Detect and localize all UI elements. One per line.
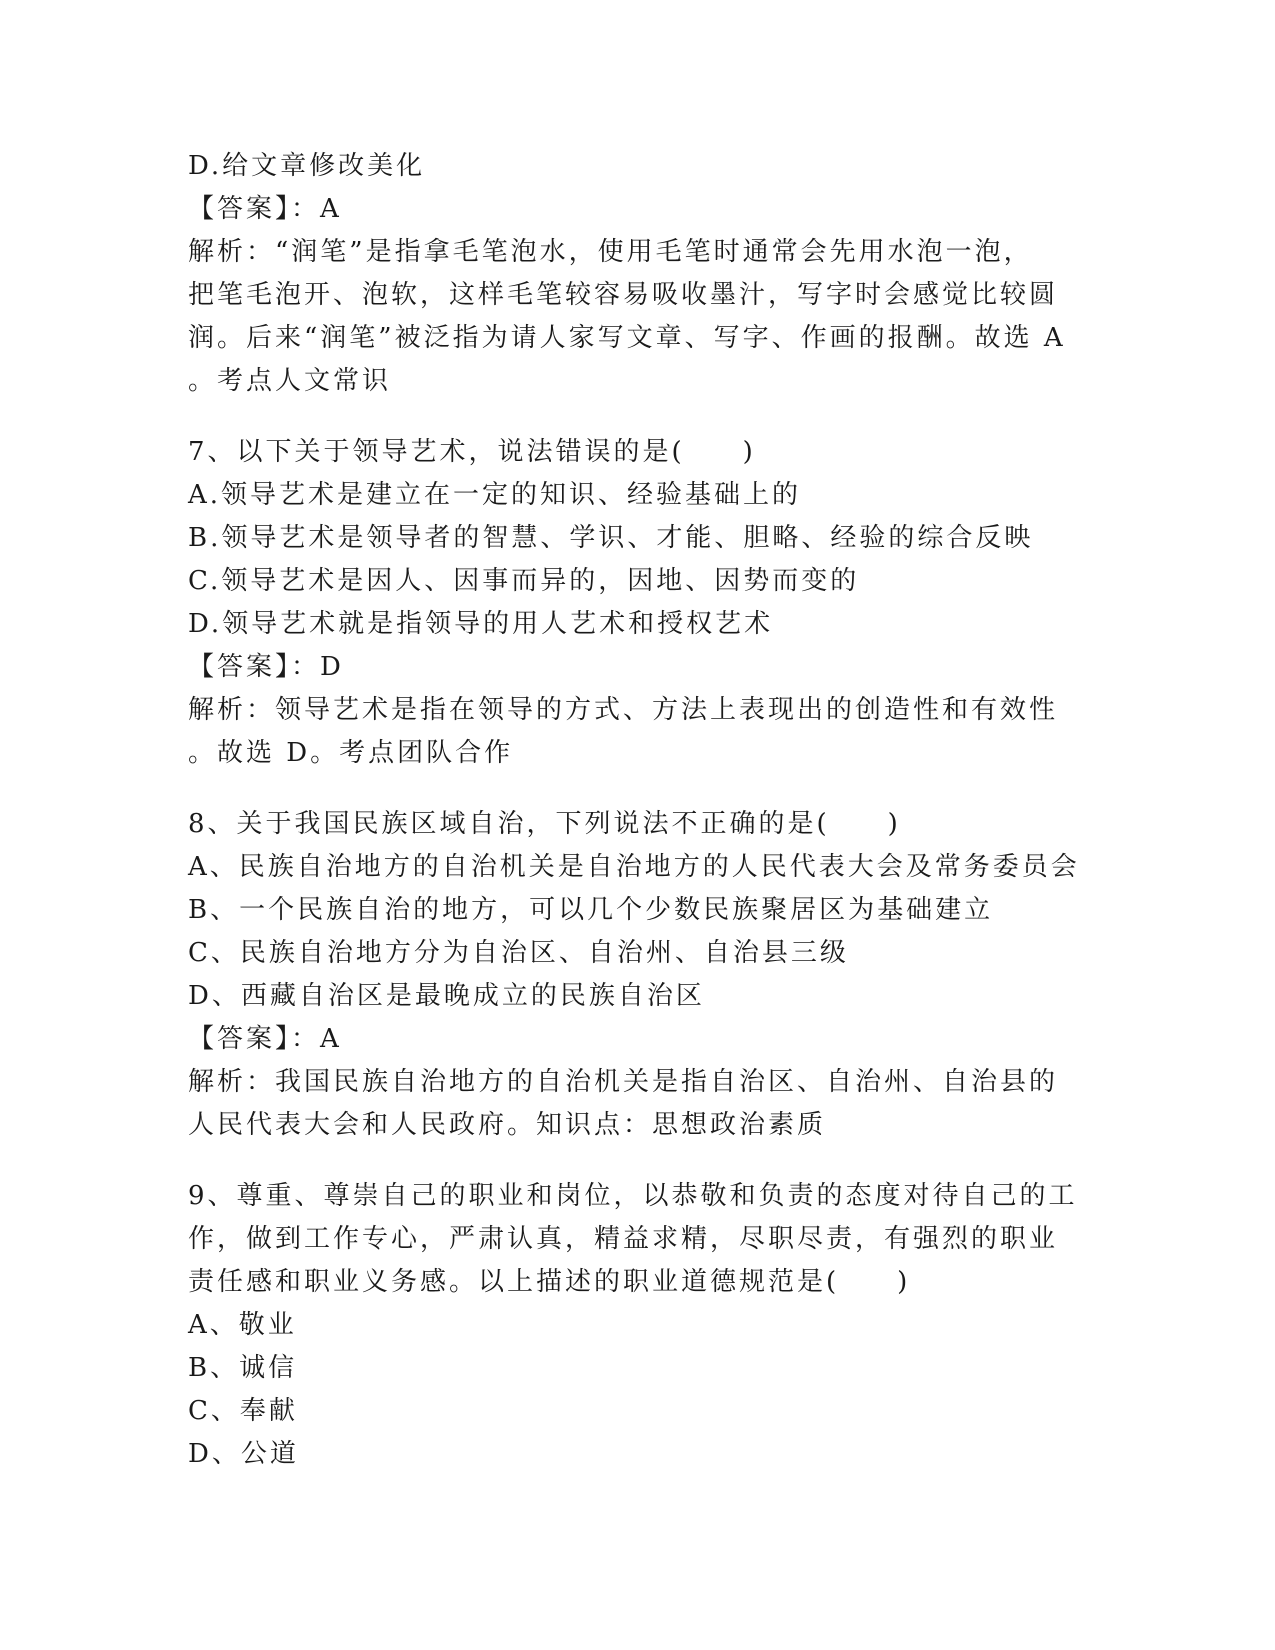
option-a: A、民族自治地方的自治机关是自治地方的人民代表大会及常务委员会	[188, 852, 1080, 882]
option-d: D.领导艺术就是指领导的用人艺术和授权艺术	[188, 609, 774, 639]
option-c: C、民族自治地方分为自治区、自治州、自治县三级	[188, 938, 849, 968]
analysis-line: 人民代表大会和人民政府。知识点：思想政治素质	[188, 1110, 827, 1140]
analysis-line: 解析：“润笔”是指拿毛笔泡水，使用毛笔时通常会先用水泡一泡，	[188, 237, 1033, 267]
analysis-line: 润。后来“润笔”被泛指为请人家写文章、写字、作画的报酬。故选 A	[188, 323, 1066, 353]
option-b: B.领导艺术是领导者的智慧、学识、才能、胆略、经验的综合反映	[188, 523, 1034, 553]
option-a: A.领导艺术是建立在一定的知识、经验基础上的	[188, 480, 802, 510]
option-c: C、奉献	[188, 1396, 298, 1426]
document-page	[188, 145, 1088, 1476]
option-b: B、诚信	[188, 1353, 298, 1383]
question-text: 7、以下关于领导艺术，说法错误的是( )	[188, 437, 756, 467]
spacer	[188, 403, 1088, 431]
analysis-line: 。故选 D。考点团队合作	[188, 738, 514, 768]
answer-line: 【答案】：A	[188, 194, 342, 224]
question-text: 8、关于我国民族区域自治，下列说法不正确的是( )	[188, 809, 901, 839]
analysis-line: 解析：领导艺术是指在领导的方式、方法上表现出的创造性和有效性	[188, 695, 1059, 725]
question-7	[188, 431, 1088, 775]
question-text: 责任感和职业义务感。以上描述的职业道德规范是( )	[188, 1267, 911, 1297]
answer-line: 【答案】：A	[188, 1024, 342, 1054]
question-9	[188, 1175, 1088, 1476]
option-c: C.领导艺术是因人、因事而异的，因地、因势而变的	[188, 566, 860, 596]
analysis-line: 解析：我国民族自治地方的自治机关是指自治区、自治州、自治县的	[188, 1067, 1059, 1097]
option-d: D、公道	[188, 1439, 299, 1469]
option-a: A、敬业	[188, 1310, 297, 1340]
answer-line: 【答案】：D	[188, 652, 344, 682]
analysis-line: 把笔毛泡开、泡软，这样毛笔较容易吸收墨汁，写字时会感觉比较圆	[188, 280, 1059, 310]
spacer	[188, 1147, 1088, 1175]
previous-question-tail	[188, 145, 1088, 403]
analysis-line: 。考点人文常识	[188, 366, 392, 396]
question-8	[188, 803, 1088, 1147]
question-text: 作，做到工作专心，严肃认真，精益求精，尽职尽责，有强烈的职业	[188, 1224, 1059, 1254]
spacer	[188, 775, 1088, 803]
option-b: B、一个民族自治的地方，可以几个少数民族聚居区为基础建立	[188, 895, 994, 925]
question-text: 9、尊重、尊崇自己的职业和岗位，以恭敬和负责的态度对待自己的工	[188, 1181, 1078, 1211]
option-d: D.给文章修改美化	[188, 151, 426, 181]
option-d: D、西藏自治区是最晚成立的民族自治区	[188, 981, 705, 1011]
